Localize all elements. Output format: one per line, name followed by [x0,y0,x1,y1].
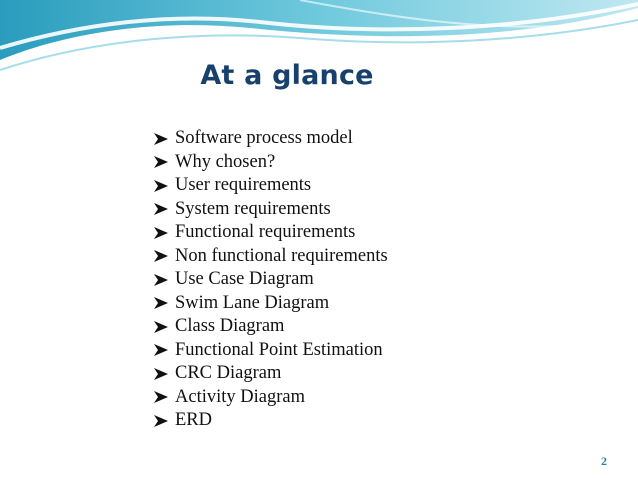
arrowhead-bullet-icon [153,367,169,381]
arrowhead-bullet-icon [153,390,169,404]
arrowhead-bullet-icon [153,202,169,216]
arrowhead-bullet-icon [153,249,169,263]
arrowhead-bullet-icon [153,320,169,334]
list-item [153,339,388,363]
bullet-text: Use Case Diagram [175,269,314,290]
arrowhead-bullet-icon [153,226,169,240]
bullet-text: Class Diagram [175,316,285,337]
arrowhead-bullet-icon [153,155,169,169]
list-item [153,409,388,433]
bullet-text: ERD [175,410,212,431]
bullet-text: Why chosen? [175,151,276,172]
bullet-text: Swim Lane Diagram [175,292,330,313]
arrowhead-bullet-icon [153,273,169,287]
bullet-text: System requirements [175,198,331,219]
bullet-text: CRC Diagram [175,363,282,384]
arrowhead-bullet-icon [153,179,169,193]
list-item [153,151,388,175]
arrowhead-bullet-icon [153,296,169,310]
list-item [153,221,388,245]
list-item [153,127,388,151]
list-item [153,245,388,269]
bullet-text: Activity Diagram [175,386,305,407]
arrowhead-bullet-icon [153,414,169,428]
list-item [153,268,388,292]
slide-title: At a glance [200,60,374,91]
bullet-text: Non functional requirements [175,245,388,266]
list-item [153,292,388,316]
bullet-text: Software process model [175,128,353,149]
list-item [153,198,388,222]
list-item [153,386,388,410]
page-number: 2 [601,454,607,468]
bullet-text: Functional Point Estimation [175,339,383,360]
arrowhead-bullet-icon [153,343,169,357]
list-item [153,362,388,386]
bullet-text: Functional requirements [175,222,356,243]
list-item [153,174,388,198]
list-item [153,315,388,339]
bullet-text: User requirements [175,175,312,196]
bullet-list [153,127,388,433]
arrowhead-bullet-icon [153,132,169,146]
